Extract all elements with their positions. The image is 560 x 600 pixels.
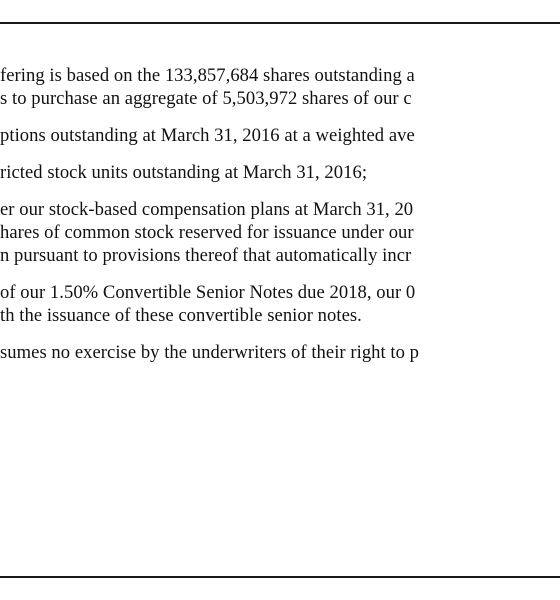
text-line: of our 1.50% Convertible Senior Notes due 2018, our 0 bbox=[0, 282, 416, 303]
paragraph-restricted-stock-units bbox=[0, 161, 560, 184]
top-rule bbox=[0, 22, 560, 24]
paragraph-options-outstanding bbox=[0, 124, 560, 147]
text-line: s to purchase an aggregate of 5,503,972 shares of our c bbox=[0, 88, 412, 109]
bottom-rule bbox=[0, 576, 560, 578]
text-line: hares of common stock reserved for issuance under our bbox=[0, 222, 414, 243]
text-line: sumes no exercise by the underwriters of their right to p bbox=[0, 342, 420, 363]
document-body bbox=[0, 64, 560, 378]
text-line: n pursuant to provisions thereof that automatically incr bbox=[0, 245, 412, 266]
text-line: ptions outstanding at March 31, 2016 at a weighted ave bbox=[0, 125, 415, 146]
text-line: fering is based on the 133,857,684 shares outstanding a bbox=[0, 65, 415, 86]
paragraph-convertible-notes bbox=[0, 281, 560, 327]
text-line: er our stock-based compensation plans at March 31, 20 bbox=[0, 199, 414, 220]
text-line: th the issuance of these convertible senior notes. bbox=[0, 305, 362, 326]
text-line: ricted stock units outstanding at March 31, 2016; bbox=[0, 162, 368, 183]
paragraph-compensation-plans bbox=[0, 198, 560, 267]
paragraph-underwriters-option bbox=[0, 341, 560, 364]
paragraph-shares-outstanding bbox=[0, 64, 560, 110]
